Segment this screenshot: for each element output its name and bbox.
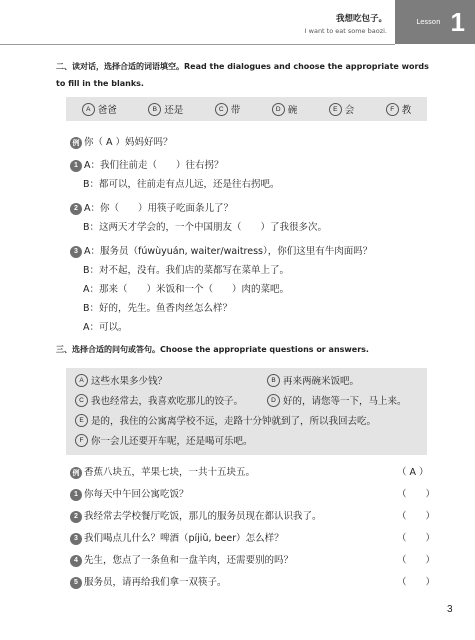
item-number: 3 bbox=[70, 533, 82, 545]
option-letter: F bbox=[75, 434, 88, 447]
option-letter: D bbox=[272, 103, 285, 116]
header-title-cn: 我想吃包子。 bbox=[335, 14, 387, 24]
answer-option bbox=[75, 413, 376, 427]
option-text: 碗 bbox=[287, 105, 298, 116]
word-option bbox=[82, 102, 117, 116]
word-option bbox=[148, 102, 183, 116]
option-text: 我也经常去，我喜欢吃那儿的饺子。 bbox=[91, 396, 244, 407]
question-text: 我们喝点儿什么？啤酒（píjiǔ, beer）怎么样？ bbox=[84, 533, 284, 544]
dialogue-line: B：好的，先生。鱼香肉丝怎么样？ bbox=[83, 303, 233, 314]
question-text: 服务员，请再给我们拿一双筷子。 bbox=[84, 577, 227, 588]
item-number: 4 bbox=[70, 555, 82, 567]
answer-blank[interactable]: （ ） bbox=[397, 511, 436, 522]
dialogue-text: A：你（ ）用筷子吃面条儿了？ bbox=[84, 203, 233, 214]
item-number: 1 bbox=[70, 489, 82, 501]
dialogue-text: A：我们往前走（ ）往右拐？ bbox=[84, 160, 224, 171]
option-letter: A bbox=[75, 374, 88, 387]
example-text: 你（ A ）妈妈好吗？ bbox=[84, 137, 173, 148]
answer-blank[interactable]: （ ） bbox=[397, 577, 436, 588]
item-number: 5 bbox=[70, 577, 82, 589]
option-text: 这些水果多少钱？ bbox=[91, 376, 168, 387]
option-text: 是的，我住的公寓离学校不远，走路十分钟就到了，所以我回去吃。 bbox=[91, 416, 377, 427]
item-number: 1 bbox=[70, 160, 82, 172]
answer-option bbox=[75, 393, 243, 407]
item-number: 2 bbox=[70, 203, 82, 215]
section3-title: 三、选择合适的问句或答句。Choose the appropriate questions or answers. bbox=[56, 345, 369, 354]
question-text: 你每天中午回公寓吃饭？ bbox=[84, 489, 189, 500]
option-letter: B bbox=[267, 374, 280, 387]
example-text: 香蕉八块五，苹果七块，一共十五块五。 bbox=[84, 467, 256, 478]
question-text: 我经常去学校餐厅吃饭，那儿的服务员现在都认识我了。 bbox=[84, 511, 322, 522]
option-text: 会 bbox=[344, 105, 355, 116]
header-title-en: I want to eat some baozi. bbox=[304, 27, 387, 35]
page-number: 3 bbox=[447, 604, 453, 615]
question-text: 先生，您点了一条鱼和一盘羊肉，还需要别的吗？ bbox=[84, 555, 294, 566]
example-marker: 例 bbox=[70, 137, 82, 149]
dialogue-line bbox=[70, 243, 372, 258]
question-line bbox=[70, 552, 293, 567]
option-letter: D bbox=[267, 394, 280, 407]
lesson-number: 1 bbox=[450, 6, 465, 37]
word-option bbox=[215, 102, 241, 116]
option-text: 再来两碗米饭吧。 bbox=[283, 376, 360, 387]
dialogue-line: B：都可以，往前走有点儿远，还是往右拐吧。 bbox=[83, 179, 280, 190]
option-letter: B bbox=[148, 103, 161, 116]
option-text: 教 bbox=[401, 105, 412, 116]
dialogue-text: A：服务员（fúwùyuán, waiter/waitress），你们这里有牛肉面吗？ bbox=[84, 246, 373, 257]
option-letter: C bbox=[75, 394, 88, 407]
option-text: 好的，请您等一下，马上来。 bbox=[283, 396, 407, 407]
answer-option bbox=[75, 433, 253, 447]
dialogue-line: A：那来（ ）米饭和一个（ ）肉的菜吧。 bbox=[83, 284, 289, 295]
answer-blank[interactable]: （ ） bbox=[397, 489, 436, 500]
word-option bbox=[386, 102, 412, 116]
section2-example bbox=[70, 134, 173, 149]
section2-word-options bbox=[66, 97, 427, 121]
example-marker: 例 bbox=[70, 467, 82, 479]
item-number: 3 bbox=[70, 246, 82, 258]
section2-title: 二、读对话，选择合适的词语填空。Read the dialogues and choose the appropriate words to fill in the blanks. bbox=[56, 62, 429, 88]
answer-blank[interactable]: （ ） bbox=[397, 533, 436, 544]
option-text: 爸爸 bbox=[97, 105, 117, 116]
dialogue-line: B：这两天才学会的，一个中国朋友（ ）了我很多次。 bbox=[83, 222, 328, 233]
example-answer: （ A ） bbox=[397, 467, 429, 478]
option-text: 你一会儿还要开车呢，还是喝可乐吧。 bbox=[91, 436, 253, 447]
answer-blank[interactable]: （ ） bbox=[397, 555, 436, 566]
question-line bbox=[70, 486, 189, 501]
word-option bbox=[272, 102, 298, 116]
dialogue-line: B：对不起，没有。我们店的菜都写在菜单上了。 bbox=[83, 265, 290, 276]
answer-option bbox=[267, 373, 359, 387]
option-letter: E bbox=[75, 414, 88, 427]
answer-option bbox=[75, 373, 167, 387]
item-number: 2 bbox=[70, 511, 82, 523]
option-letter: C bbox=[215, 103, 228, 116]
page-header bbox=[0, 0, 475, 44]
section3-answer-options bbox=[66, 368, 427, 455]
lesson-badge bbox=[395, 0, 475, 44]
question-line bbox=[70, 530, 284, 545]
option-letter: E bbox=[329, 103, 342, 116]
option-text: 还是 bbox=[164, 105, 184, 116]
header-text bbox=[305, 13, 387, 37]
dialogue-line bbox=[70, 200, 233, 215]
header-divider bbox=[0, 44, 395, 45]
question-line bbox=[70, 574, 227, 589]
word-option bbox=[329, 102, 355, 116]
lesson-label: Lesson bbox=[416, 18, 441, 26]
dialogue-line bbox=[70, 157, 224, 172]
option-letter: F bbox=[386, 103, 399, 116]
question-line bbox=[70, 508, 322, 523]
option-letter: A bbox=[82, 103, 95, 116]
answer-option bbox=[267, 393, 407, 407]
dialogue-line: A：可以。 bbox=[83, 322, 128, 333]
section3-example bbox=[70, 464, 255, 479]
option-text: 带 bbox=[230, 105, 241, 116]
